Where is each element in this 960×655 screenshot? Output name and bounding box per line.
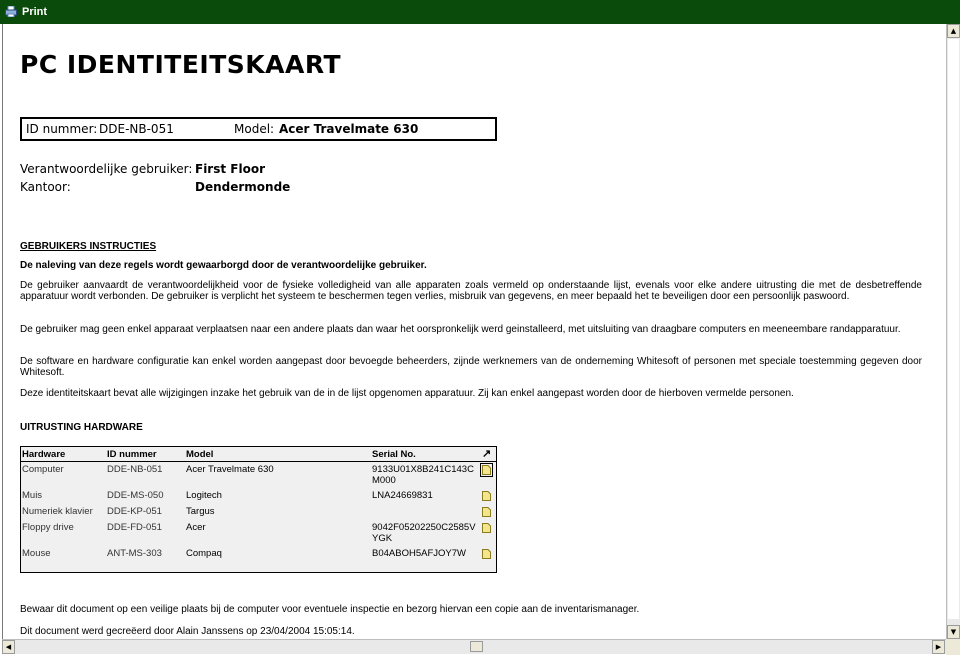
model-value: Acer Travelmate 630 <box>279 122 419 136</box>
cell-model: Logitech <box>186 490 222 501</box>
vertical-scroll-thumb[interactable] <box>948 39 959 619</box>
column-header-serial: Serial No. <box>372 449 416 460</box>
cell-serial: B04ABOH5AFJOY7W <box>372 548 466 559</box>
cell-hardware: Mouse <box>22 548 51 559</box>
hardware-table <box>20 446 497 573</box>
user-value: First Floor <box>195 162 266 176</box>
column-header-id: ID nummer <box>107 449 157 460</box>
column-header-hardware: Hardware <box>22 449 66 460</box>
user-label: Verantwoordelijke gebruiker: <box>20 162 193 176</box>
document-icon[interactable] <box>482 465 491 475</box>
instructions-paragraph: De gebruiker aanvaardt de verantwoordelijkheid voor de fysieke volledigheid van alle apparaten zoals vermeld op onderstaande lijst, evenals voor elke andere uitrusting die met de desbetreffende apparatuur wordt verbonden. De gebruiker is verplicht het systeem te beschermen tegen verlies, misbruik van gegevens, en meer bepaald het te beveiligen door een persoonlijk paswoord. <box>20 280 922 302</box>
cell-model: Targus <box>186 506 215 517</box>
hardware-heading: UITRUSTING HARDWARE <box>20 422 143 433</box>
scroll-left-button[interactable]: ◀ <box>2 640 15 654</box>
cell-serial: LNA24669831 <box>372 490 433 501</box>
footer-created-by: Dit document werd gecreëerd door Alain Janssens op 23/04/2004 15:05:14. <box>20 626 355 637</box>
cell-model: Compaq <box>186 548 222 559</box>
window-titlebar <box>0 0 960 24</box>
table-row <box>21 462 496 486</box>
cell-id: DDE-NB-051 <box>107 464 163 475</box>
cell-hardware: Muis <box>22 490 43 501</box>
instructions-lead: De naleving van deze regels wordt gewaarborgd door de verantwoordelijke gebruiker. <box>20 260 427 271</box>
id-summary-box <box>20 117 497 141</box>
page-title: PC IDENTITEITSKAART <box>20 50 342 79</box>
vertical-scrollbar[interactable] <box>946 24 960 639</box>
document-viewport <box>2 24 947 639</box>
id-label: ID nummer: <box>26 122 98 136</box>
cell-id: DDE-MS-050 <box>107 490 164 501</box>
scroll-down-button[interactable]: ▼ <box>947 625 960 639</box>
table-row <box>21 520 496 544</box>
footer-instruction: Bewaar dit document op een veilige plaats bij de computer voor eventuele inspectie en bezorg hiervan een copie aan de inventarismanager. <box>20 604 640 615</box>
cell-model: Acer <box>186 522 206 533</box>
cell-id: DDE-FD-051 <box>107 522 162 533</box>
scroll-up-button[interactable]: ▲ <box>947 24 960 38</box>
cell-model: Acer Travelmate 630 <box>186 464 274 475</box>
scrollbar-corner <box>946 639 960 655</box>
id-value: DDE-NB-051 <box>99 122 174 136</box>
cell-serial: 9133U01X8B241C143CM000 <box>372 464 474 486</box>
cell-id: ANT-MS-303 <box>107 548 162 559</box>
horizontal-scrollbar[interactable] <box>2 639 946 654</box>
column-header-model: Model <box>186 449 214 460</box>
horizontal-scroll-thumb[interactable] <box>470 641 483 652</box>
instructions-heading: GEBRUIKERS INSTRUCTIES <box>20 241 157 252</box>
instructions-paragraph: De gebruiker mag geen enkel apparaat verplaatsen naar een andere plaats dan waar het oorspronkelijk werd geinstalleerd, met uitsluiting van draagbare computers en meeneembare randapparatuur. <box>20 324 901 335</box>
scroll-right-button[interactable]: ▶ <box>932 640 945 654</box>
model-label: Model: <box>234 122 275 136</box>
instructions-paragraph: Deze identiteitskaart bevat alle wijzigingen inzake het gebruik van de in de lijst opgenomen apparatuur. Zij kan enkel aangepast worden door de hierboven vermelde personen. <box>20 388 794 399</box>
document-icon[interactable] <box>482 523 491 533</box>
expand-arrow-icon[interactable]: ↗ <box>482 448 492 460</box>
office-value: Dendermonde <box>195 180 291 194</box>
cell-serial: 9042F05202250C2585VYGK <box>372 522 476 544</box>
printer-icon <box>5 6 17 17</box>
cell-id: DDE-KP-051 <box>107 506 162 517</box>
document-icon[interactable] <box>482 491 491 501</box>
cell-hardware: Numeriek klavier <box>22 506 93 517</box>
cell-hardware: Computer <box>22 464 64 475</box>
office-label: Kantoor: <box>20 180 71 194</box>
document-icon[interactable] <box>482 507 491 517</box>
table-row <box>21 546 496 566</box>
table-header <box>21 447 496 462</box>
window-title: Print <box>22 6 48 18</box>
instructions-paragraph: De software en hardware configuratie kan enkel worden aangepast door bevoegde beheerders, zijnde werknemers van de onderneming Whitesoft of personen met speciale toestemming gegeven door Whitesoft. <box>20 356 922 378</box>
document-icon[interactable] <box>482 549 491 559</box>
cell-hardware: Floppy drive <box>22 522 74 533</box>
